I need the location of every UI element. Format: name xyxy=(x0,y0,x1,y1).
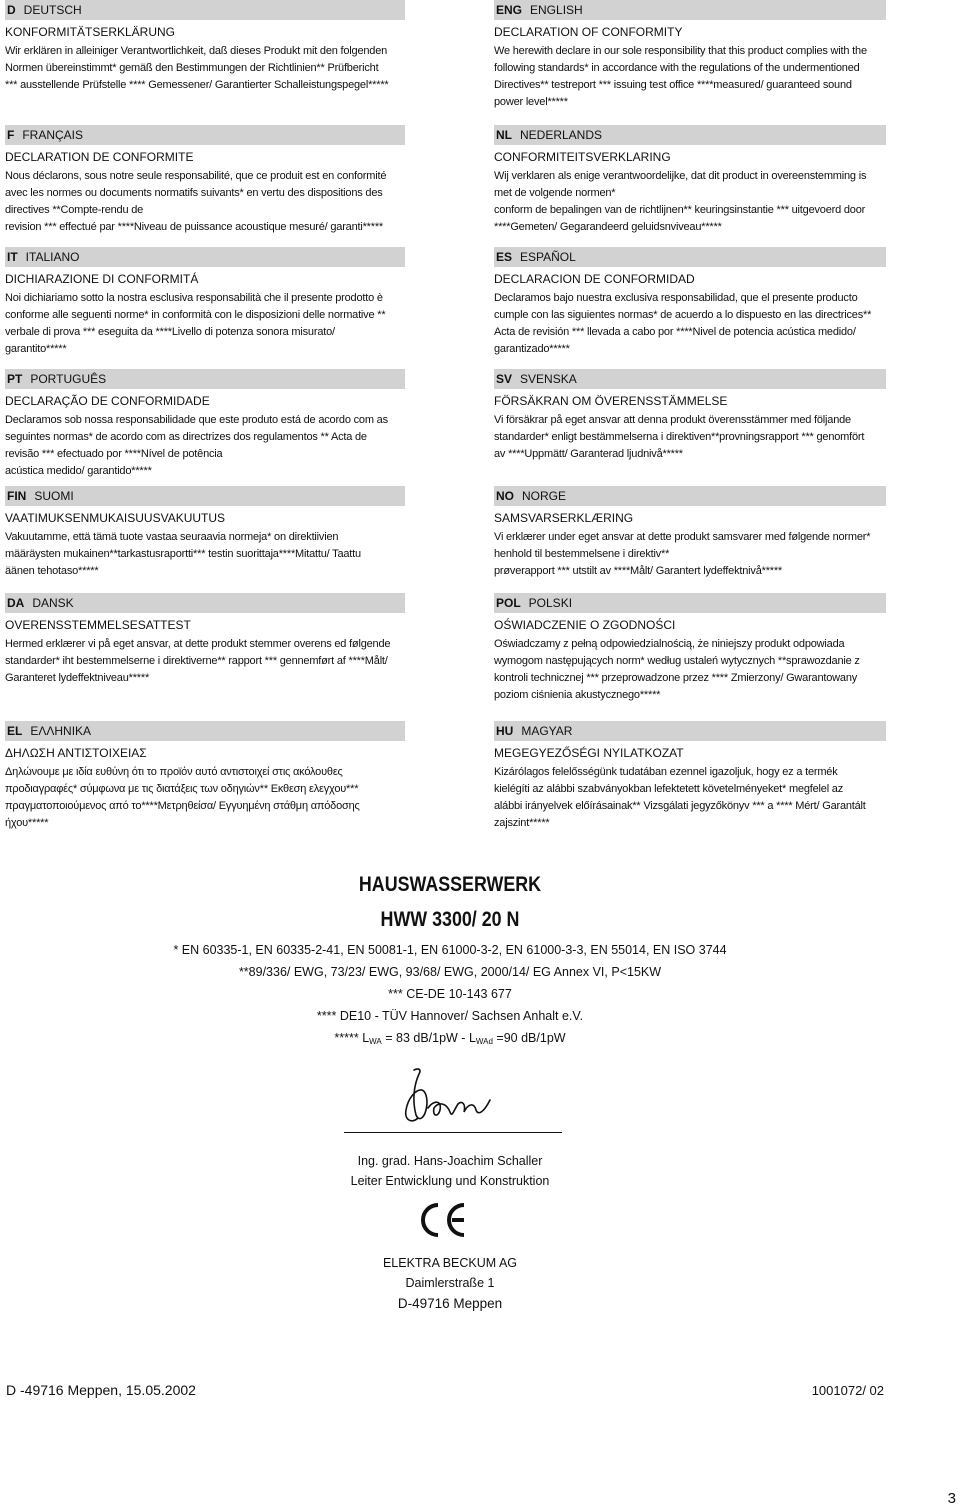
standards-line-3: *** CE-DE 10-143 677 xyxy=(388,987,512,1001)
text-line: προδιαγραφές* σύμφωνα με τις διατάξεις των οδηγιών** Εκθεση ελεγχου*** xyxy=(5,783,359,795)
declaration-text xyxy=(494,764,886,832)
document-id: 1001072/ 02 xyxy=(811,1383,884,1398)
section-hu xyxy=(494,721,886,832)
declaration-text xyxy=(494,412,886,463)
place-date: D -49716 Meppen, 15.05.2002 xyxy=(6,1382,196,1398)
section-pol xyxy=(494,593,886,704)
standards-line-4: **** DE10 - TÜV Hannover/ Sachsen Anhalt e.V. xyxy=(316,1009,584,1023)
text-line: Nous déclarons, sous notre seule responsabilité, que ce produit est en conformité xyxy=(5,170,387,182)
language-name: POLSKI xyxy=(528,596,573,610)
declaration-text xyxy=(494,43,886,111)
section-header xyxy=(5,593,405,613)
section-da xyxy=(5,593,405,687)
text-line: henhold til bestemmelsene i direktiv** xyxy=(494,548,670,560)
text-line: av ****Uppmätt/ Garanterad ljudnivå***** xyxy=(494,448,683,460)
language-name: NORGE xyxy=(522,489,567,503)
section-header xyxy=(494,247,886,267)
declaration-title: MEGEGYEZŐSÉGI NYILATKOZAT xyxy=(494,746,684,760)
section-header xyxy=(494,486,886,506)
text-line: directives **Compte-rendu de xyxy=(5,204,144,216)
language-code: HU xyxy=(496,724,514,738)
declaration-title: OVERENSSTEMMELSESATTEST xyxy=(5,618,191,632)
sound-sub-1: WA xyxy=(369,1037,382,1046)
text-line: Δηλώνουμε με ιδία ευθύνη ότι το προϊόν αυτό αντιστοιχεί στις ακόλουθες xyxy=(5,766,343,778)
signature-line xyxy=(344,1132,562,1133)
language-name: ΕΛΛΗΝΙΚΑ xyxy=(30,724,92,738)
product-name: HAUSWASSERWERK xyxy=(358,873,542,896)
declaration-title: VAATIMUKSENMUKAISUUSVAKUUTUS xyxy=(5,511,226,525)
declaration-text xyxy=(5,764,405,832)
text-line: met de volgende normen* xyxy=(494,187,616,199)
section-nl xyxy=(494,125,886,236)
declaration-title: DICHIARAZIONE DI CONFORMITÁ xyxy=(5,272,199,286)
declaration-text xyxy=(494,636,886,704)
text-line: Oświadczamy z pełną odpowiedzialnością, że niniejszy produkt odpowiada xyxy=(494,638,845,650)
text-line: revision *** effectué par ****Niveau de puissance acoustique mesuré/ garanti***** xyxy=(5,221,384,233)
section-fin xyxy=(5,486,405,580)
text-line: power level***** xyxy=(494,96,568,108)
text-line: kielégíti az alábbi szabványokban lefektetett követelményeket* megfelel az xyxy=(494,783,844,795)
text-line: Vakuutamme, että tämä tuote vastaa seuraavia normeja* on direktiivien xyxy=(5,531,339,543)
language-code: NL xyxy=(496,128,512,142)
section-header xyxy=(5,486,405,506)
text-line: Noi dichiariamo sotto la nostra esclusiva responsabilità che il presente prodotto è xyxy=(5,292,383,304)
page-number: 3 xyxy=(947,1490,956,1507)
declaration-title: DECLARACION DE CONFORMIDAD xyxy=(494,272,695,286)
sound-value-2: =90 dB/1pW xyxy=(492,1031,566,1045)
section-el xyxy=(5,721,405,832)
text-line: Directives** testreport *** issuing test office ****measured/ guaranteed sound xyxy=(494,79,852,91)
text-line: ****Gemeten/ Gegarandeerd geluidsnviveau***** xyxy=(494,221,722,233)
text-line: Declaramos sob nossa responsabilidade que este produto está de acordo com as xyxy=(5,414,388,426)
text-line: määräysten mukainen**tarkastusraportti*** testin suorittaja****Mitattu/ Taattu xyxy=(5,548,361,560)
sound-prefix: ***** L xyxy=(334,1031,370,1045)
language-code: SV xyxy=(496,372,513,386)
section-sv xyxy=(494,369,886,463)
section-es xyxy=(494,247,886,358)
section-header xyxy=(494,125,886,145)
text-line: alábbi irányelvek előírásainak** Vizsgálati jegyzőkönyv *** a **** Mért/ Garantált xyxy=(494,800,866,812)
language-name: DEUTSCH xyxy=(23,3,82,17)
section-eng xyxy=(494,0,886,111)
declaration-title: ΔΗΛΩΣΗ ΑΝΤΙΣΤΟΙΧΕΙΑΣ xyxy=(5,746,147,760)
text-line: kontroli technicznej *** przeprowadzone przez **** Zmierzony/ Gwarantowany xyxy=(494,672,858,684)
signature-image xyxy=(394,1060,504,1130)
declaration-title: DECLARATION DE CONFORMITE xyxy=(5,150,194,164)
text-line: Wir erklären in alleiniger Verantwortlichkeit, daß dieses Produkt mit den folgenden xyxy=(5,45,388,57)
text-line: πραγματοποιούμενος από το****Μετρηθείσα/ Εγγυημένη στάθμη απόδοσης xyxy=(5,800,360,812)
language-name: PORTUGUÊS xyxy=(30,372,107,386)
language-code: D xyxy=(7,3,16,17)
text-line: garantito***** xyxy=(5,343,67,355)
language-code: FIN xyxy=(7,489,27,503)
text-line: We herewith declare in our sole responsibility that this product complies with the xyxy=(494,45,867,57)
declaration-text xyxy=(5,529,405,580)
text-line: following standards* in accordance with the regulations of the undermentioned xyxy=(494,62,860,74)
company-street: Daimlerstraße 1 xyxy=(405,1276,495,1290)
section-d xyxy=(5,0,405,94)
language-code: PT xyxy=(7,372,23,386)
language-code: IT xyxy=(7,250,18,264)
language-code: POL xyxy=(496,596,521,610)
declaration-text xyxy=(494,290,886,358)
text-line: Wij verklaren als enige verantwoordelijke, dat dit product in overeenstemming is xyxy=(494,170,867,182)
text-line: Normen übereinstimmt* gemäß den Bestimmungen der Richtlinien** Prüfbericht xyxy=(5,62,379,74)
text-line: Declaramos bajo nuestra exclusiva responsabilidad, que el presente producto xyxy=(494,292,858,304)
text-line: Vi försäkrar på eget ansvar att denna produkt överensstämmer med följande xyxy=(494,414,851,426)
text-line: seguintes normas* de acordo com as directrizes dos regulamentos ** Acta de xyxy=(5,431,367,443)
language-name: ENGLISH xyxy=(530,3,583,17)
language-code: DA xyxy=(7,596,25,610)
declaration-text xyxy=(5,43,405,94)
sound-sub-2: WAd xyxy=(475,1037,493,1046)
language-name: SVENSKA xyxy=(520,372,577,386)
declaration-text xyxy=(494,529,886,580)
product-model: HWW 3300/ 20 N xyxy=(380,908,520,931)
signer-name: Ing. grad. Hans-Joachim Schaller xyxy=(357,1154,543,1168)
section-header xyxy=(5,0,405,20)
text-line: standarder* enligt bestämmelserna i direktiven**provningsrapport *** genomfört xyxy=(494,431,865,443)
language-code: NO xyxy=(496,489,514,503)
language-code: ENG xyxy=(496,3,523,17)
text-line: Acta de revisión *** llevada a cabo por ****Nivel de potencia acústica medido/ xyxy=(494,326,856,338)
declaration-text xyxy=(494,168,886,236)
section-header xyxy=(5,125,405,145)
language-name: SUOMI xyxy=(34,489,74,503)
section-no xyxy=(494,486,886,580)
section-header xyxy=(494,369,886,389)
language-name: FRANÇAIS xyxy=(22,128,84,142)
text-line: verbale di prova *** eseguita da ****Livello di potenza sonora misurato/ xyxy=(5,326,335,338)
section-header xyxy=(5,247,405,267)
declaration-title: DECLARAÇÃO DE CONFORMIDADE xyxy=(5,394,210,408)
signer-role: Leiter Entwicklung und Konstruktion xyxy=(350,1174,550,1188)
text-line: äänen tehotaso***** xyxy=(5,565,99,577)
text-line: conforme alle seguenti norme* in conformità con le disposizioni delle normative ** xyxy=(5,309,386,321)
section-header xyxy=(494,593,886,613)
declaration-text xyxy=(5,168,405,236)
text-line: Vi erklærer under eget ansvar at dette produkt samsvarer med følgende normer* xyxy=(494,531,871,543)
text-line: *** ausstellende Prüfstelle **** Gemessener/ Garantierter Schalleistungspegel***** xyxy=(5,79,389,91)
text-line: cumple con las siguientes normas* de acuerdo a lo dispuesto en las directrices** xyxy=(494,309,872,321)
language-code: F xyxy=(7,128,15,142)
declaration-title: KONFORMITÄTSERKLÄRUNG xyxy=(5,25,176,39)
section-header xyxy=(494,0,886,20)
section-header xyxy=(5,369,405,389)
language-name: NEDERLANDS xyxy=(520,128,603,142)
declaration-text xyxy=(5,636,405,687)
declaration-title: FÖRSÄKRAN OM ÖVERENSSTÄMMELSE xyxy=(494,394,728,408)
text-line: prøverapport *** utstilt av ****Målt/ Garantert lydeffektnivå***** xyxy=(494,565,783,577)
ce-mark-icon xyxy=(414,1200,474,1240)
language-name: DANSK xyxy=(32,596,74,610)
text-line: wymogom następujących norm* według ustaleń wytycznych **sprawozdanie z xyxy=(494,655,860,667)
declaration-title: OŚWIADCZENIE O ZGODNOŚCI xyxy=(494,618,676,632)
text-line: Garanteret lydeffektniveau***** xyxy=(5,672,150,684)
text-line: ήχου***** xyxy=(5,817,49,829)
standards-line-2: **89/336/ EWG, 73/23/ EWG, 93/68/ EWG, 2000/14/ EG Annex VI, P<15KW xyxy=(238,965,662,979)
section-f xyxy=(5,125,405,236)
language-code: ES xyxy=(496,250,513,264)
section-it xyxy=(5,247,405,358)
language-name: ITALIANO xyxy=(25,250,80,264)
text-line: revisão *** efectuado por ****Nível de potência xyxy=(5,448,223,460)
sound-power-line xyxy=(0,1031,900,1046)
declaration-title: CONFORMITEITSVERKLARING xyxy=(494,150,671,164)
text-line: Kizárólagos felelősségünk tudatában ezennel igazoljuk, hogy ez a termék xyxy=(494,766,838,778)
text-line: standarder* iht bestemmelserne i direktiverne** rapport *** gennemført af ****Målt/ xyxy=(5,655,388,667)
company-city: D-49716 Meppen xyxy=(397,1296,503,1311)
section-pt xyxy=(5,369,405,480)
text-line: garantizado***** xyxy=(494,343,570,355)
text-line: Hermed erklærer vi på eget ansvar, at dette produkt stemmer overens ed følgende xyxy=(5,638,391,650)
sound-value-1: = 83 dB/1pW - L xyxy=(381,1031,476,1045)
language-code: EL xyxy=(7,724,23,738)
company-name: ELEKTRA BECKUM AG xyxy=(382,1256,518,1270)
section-header xyxy=(5,721,405,741)
declaration-title: SAMSVARSERKLÆRING xyxy=(494,511,634,525)
language-name: MAGYAR xyxy=(521,724,573,738)
text-line: avec les normes ou documents normatifs suivants* en vertu des dispositions des xyxy=(5,187,383,199)
text-line: poziom ciśnienia akustycznego***** xyxy=(494,689,661,701)
declaration-title: DECLARATION OF CONFORMITY xyxy=(494,25,683,39)
text-line: acústica medido/ garantido***** xyxy=(5,465,152,477)
declaration-text xyxy=(5,290,405,358)
text-line: zajszint***** xyxy=(494,817,550,829)
declaration-text xyxy=(5,412,405,480)
text-line: conform de bepalingen van de richtlijnen** keuringsinstantie *** uitgevoerd door xyxy=(494,204,866,216)
section-header xyxy=(494,721,886,741)
language-name: ESPAÑOL xyxy=(520,250,576,264)
standards-line-1: * EN 60335-1, EN 60335-2-41, EN 50081-1, EN 61000-3-2, EN 61000-3-3, EN 55014, EN ISO 3744 xyxy=(173,943,727,957)
